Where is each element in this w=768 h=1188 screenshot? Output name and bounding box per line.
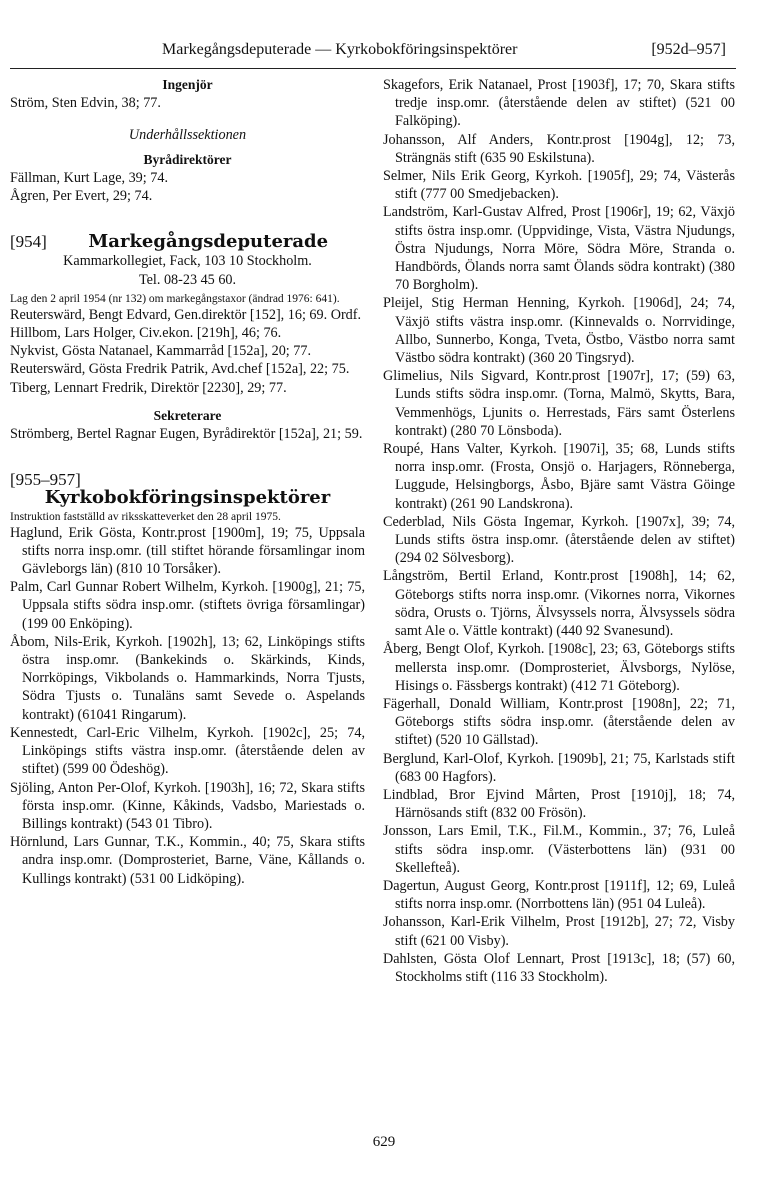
list-item: Roupé, Hans Valter, Kyrkoh. [1907i], 35; 68, Lunds stifts norra insp.omr. (Frosta, Onsjö o. Harjagers, Rönneberga, Luggude, Helsingborgs, Åsbo, Bjäre samt Västra Göinge kontrakt) (261 90 Landskrona).	[383, 441, 735, 512]
list-item: Tiberg, Lennart Fredrik, Direktör [2230], 29; 77.	[10, 379, 287, 396]
list-item: Åberg, Bengt Olof, Kyrkoh. [1908c], 23; 63, Göteborgs stifts mellersta insp.omr. (Domprosteriet, Älvsborgs, Nylöse, Hisings o. Fässbergs kontrakt) (412 71 Göteborg).	[383, 641, 735, 694]
byradir-heading: Byrådirektörer	[143, 151, 232, 167]
header-section-range: [952d–957]	[651, 41, 726, 58]
list-item: Berglund, Karl-Olof, Kyrkoh. [1909b], 21; 75, Karlstads stift (683 00 Hagfors).	[383, 750, 735, 785]
list-item: Reuterswärd, Gösta Fredrik Patrik, Avd.chef [152a], 22; 75.	[10, 361, 350, 378]
list-item: Landström, Karl-Gustav Alfred, Prost [1906r], 19; 62, Växjö stifts östra insp.omr. (Uppvidinge, Vista, Västra Njudungs, Östra Njudungs, Norra Möre, Södra Möre, Stranda o. Handbörds, Ölands norra samt Ölands södra kontrakt) (380 70 Borgholm).	[383, 204, 735, 294]
list-item: Lindblad, Bror Ejvind Mårten, Prost [1910j], 18; 74, Härnösands stift (832 00 Frösön).	[383, 786, 735, 822]
list-item: Kennestedt, Carl-Eric Vilhelm, Kyrkoh. [1902c], 25; 74, Linköpings stifts västra insp.omr. (återstående delen av stiftet) (599 00 Ödeshög).	[10, 724, 365, 778]
sekreterare-heading: Sekreterare	[153, 407, 222, 423]
list-item: Jonsson, Lars Emil, T.K., Fil.M., Kommin., 37; 76, Luleå stifts södra insp.omr. (Västerbottens län) (931 00 Skellefteå).	[383, 823, 735, 876]
list-item: Strömberg, Bertel Ragnar Eugen, Byrådirektör [152a], 21; 59.	[10, 426, 363, 443]
section-number: [954]	[10, 232, 47, 252]
list-item: Fägerhall, Donald William, Kontr.prost [1908n], 22; 71, Göteborgs stifts södra insp.omr. (återstående delen av stiftet) (520 10 Gällstad).	[383, 695, 735, 749]
list-item: Haglund, Erik Gösta, Kontr.prost [1900m], 19; 75, Uppsala stifts norra insp.omr. (till stiftet hörande församlingar inom Gävleborgs län) (810 10 Torsåker).	[10, 524, 365, 578]
section-955-heading	[10, 471, 365, 507]
list-item: Fällman, Kurt Lage, 39; 74.	[10, 169, 169, 186]
right-column	[383, 76, 735, 986]
list-item: Sjöling, Anton Per-Olof, Kyrkoh. [1903h], 16; 72, Skara stifts första insp.omr. (Kinne, Kåkinds, Vadsbo, Mariestads o. Billings kontrakt) (543 01 Tibro).	[10, 779, 365, 832]
section-address: Kammarkollegiet, Fack, 103 10 Stockholm.	[63, 253, 312, 270]
section-telephone: Tel. 08-23 45 60.	[138, 271, 237, 288]
list-item: Skagefors, Erik Natanael, Prost [1903f], 17; 70, Skara stifts tredje insp.omr. (återstående delen av stiftet) (521 00 Falköping).	[383, 77, 735, 130]
list-item: Ågren, Per Evert, 29; 74.	[10, 188, 153, 205]
list-item: Hillbom, Lars Holger, Civ.ekon. [219h], 46; 76.	[10, 325, 282, 342]
section-number: [955–957]	[10, 470, 81, 490]
list-item: Johansson, Karl-Erik Vilhelm, Prost [1912b], 27; 72, Visby stift (621 00 Visby).	[383, 914, 735, 949]
list-item: Nykvist, Gösta Natanael, Kammarråd [152a], 20; 77.	[10, 343, 312, 360]
list-item: Dagertun, August Georg, Kontr.prost [1911f], 12; 69, Luleå stifts norra insp.omr. (Norrbottens län) (951 04 Luleå).	[383, 877, 735, 913]
header-rule	[10, 68, 736, 69]
header-title: Markegångsdeputerade — Kyrkobokföringsinspektörer	[162, 41, 518, 58]
section-title: Kyrkobokföringsinspektörer	[44, 487, 331, 509]
list-item: Åbom, Nils-Erik, Kyrkoh. [1902h], 13; 62, Linköpings stifts östra insp.omr. (Bankekinds o. Skärkinds, Kinds, Norrköpings, Vikbolands o. Hammarkinds, Norra Tjusts, Södra Tjusts o. Tunaläns samt Sevede o. Aspelands kontrakt) (61041 Ringarum).	[10, 633, 365, 723]
underhall-heading: Underhållssektionen	[128, 127, 247, 144]
list-item: Långström, Bertil Erland, Kontr.prost [1908h], 14; 62, Göteborgs stifts norra insp.omr. (Vikornes norra, Vikornes södra, Orusts o. Tjörns, Älvsyssels norra, Älvsyssels södra samt Ale o. Vättle kontrakt) (440 92 Svanesund).	[383, 568, 735, 640]
section-law-note: Lag den 2 april 1954 (nr 132) om markegångstaxor (ändrad 1976: 641).	[10, 292, 340, 305]
list-item: Ström, Sten Edvin, 38; 77.	[10, 95, 161, 112]
list-item: Reuterswärd, Bengt Edvard, Gen.direktör [152], 16; 69. Ordf.	[10, 306, 362, 323]
list-item: Palm, Carl Gunnar Robert Wilhelm, Kyrkoh. [1900g], 21; 75, Uppsala stifts södra insp.omr. (stiftets övriga församlingar) (199 00 Enköping).	[10, 579, 365, 632]
ingenjor-heading: Ingenjör	[162, 77, 213, 92]
list-item: Pleijel, Stig Herman Henning, Kyrkoh. [1906d], 24; 74, Växjö stifts västra insp.omr. (Kinnevalds o. Norrvidinge, Allbo, Sunnerbo, Konga, Tveta, Östbo, Västbo norra samt Västbo södra kontrakt) (360 20 Tingsryd).	[383, 295, 735, 367]
list-item: Hörnlund, Lars Gunnar, T.K., Kommin., 40; 75, Skara stifts andra insp.omr. (Domprosteriet, Barne, Väne, Kållands o. Kullings kontrakt) (531 00 Lidköping).	[10, 834, 365, 887]
list-item: Dahlsten, Gösta Olof Lennart, Prost [1913c], 18; (57) 60, Stockholms stift (116 33 Stockholm).	[383, 950, 735, 985]
section-instruction-note: Instruktion fastställd av riksskatteverket den 28 april 1975.	[10, 510, 281, 523]
running-header	[0, 38, 768, 66]
page-number: 629	[372, 1134, 396, 1150]
list-item: Johansson, Alf Anders, Kontr.prost [1904g], 12; 73, Strängnäs stift (635 90 Eskilstuna).	[383, 131, 735, 166]
list-item: Selmer, Nils Erik Georg, Kyrkoh. [1905f], 29; 74, Västerås stift (777 00 Smedjebacken).	[383, 168, 735, 203]
list-item: Cederblad, Nils Gösta Ingemar, Kyrkoh. [1907x], 39; 74, Lunds stifts östra insp.omr. (återstående delen av stiftet) (294 02 Sölvesborg).	[383, 513, 735, 567]
left-column	[10, 76, 365, 888]
list-item: Glimelius, Nils Sigvard, Kontr.prost [1907r], 17; (59) 63, Lunds stifts södra insp.omr. (Torna, Malmö, Skytts, Bara, Vemmenhögs, Ljunits o. Herrestads, Färs samt Österlens kontrakt) (280 70 Lönsboda).	[383, 368, 735, 439]
section-title: Markegångsdeputerade	[88, 231, 329, 253]
section-954-heading	[10, 233, 365, 252]
